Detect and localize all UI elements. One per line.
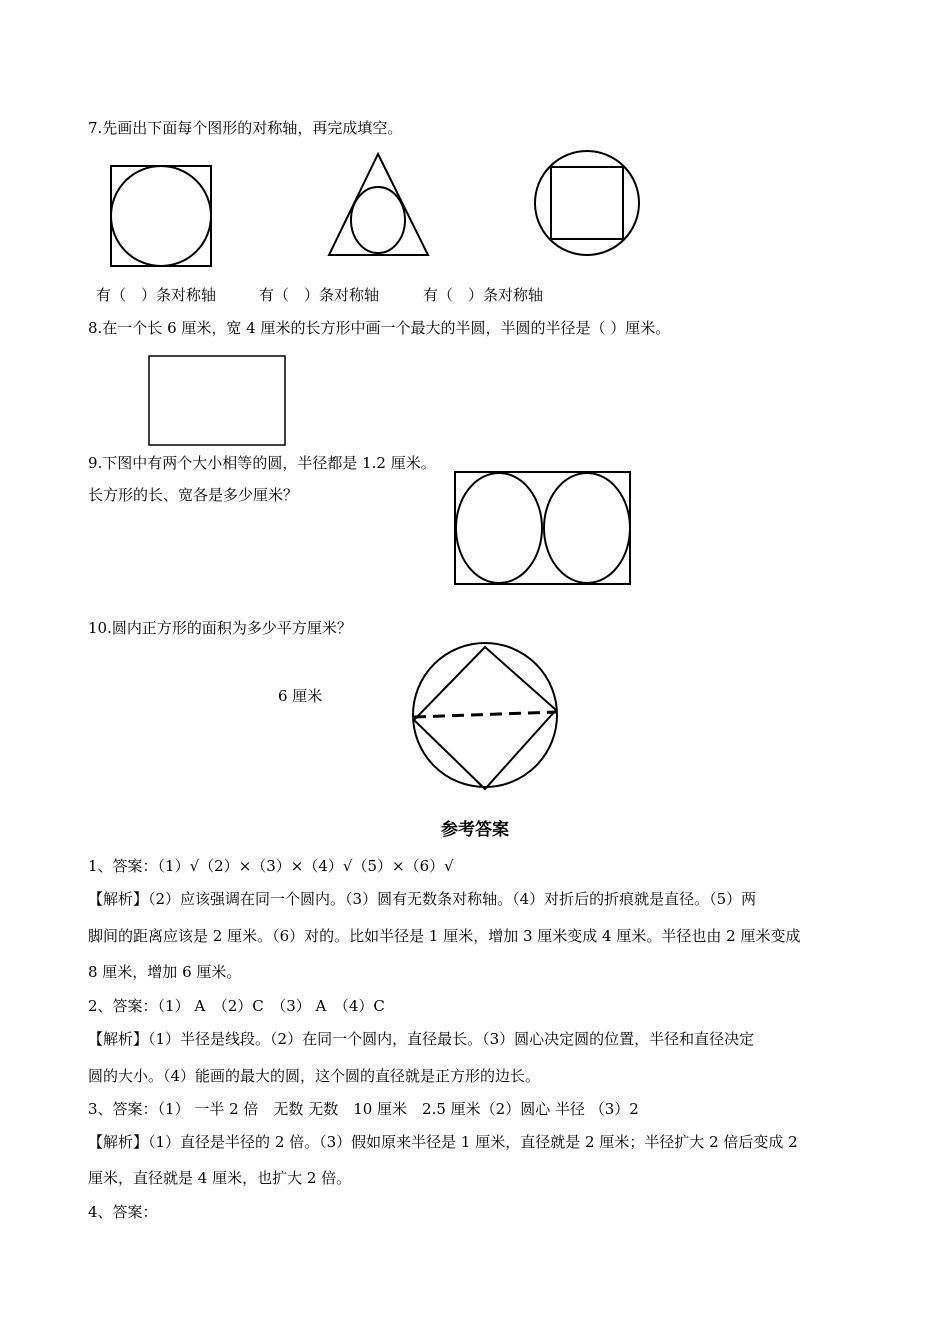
inner-square-shape [551, 167, 623, 239]
square-with-inscribed-circle-figure [100, 155, 230, 275]
question-10-text: 10.圆内正方形的面积为多少平方厘米？ [88, 619, 352, 637]
answer-3-explanation-line: 厘米，直径就是 4 厘米，也扩大 2 倍。 [88, 1169, 352, 1187]
answer-1: 1、答案：（1）√（2）×（3）×（4）√（5）×（6）√ [88, 857, 454, 875]
answer-1-explanation-line: 8 厘米，增加 6 厘米。 [88, 963, 242, 981]
rectangle-figure [145, 350, 295, 450]
answer-3-explanation-line: 【解析】（1）直径是半径的 2 倍。（3）假如原来半径是 1 厘米，直径就是 2 厘米；半径扩大 2 倍后变成 2 [88, 1133, 798, 1151]
dashed-diameter-line [414, 712, 556, 717]
answer-4: 4、答案： [88, 1203, 158, 1221]
answer-2-explanation-line: 【解析】（1）半径是线段。（2）在同一个圆内，直径最长。（3）圆心决定圆的位置，半径和直径决定 [88, 1030, 755, 1048]
inscribed-circle-shape [111, 166, 211, 266]
rectangle-two-circles-figure [450, 468, 640, 593]
diameter-label: 6 厘米 [278, 687, 323, 705]
triangle-with-ellipse-figure [320, 145, 440, 265]
question-9-line-2: 长方形的长、宽各是多少厘米？ [88, 486, 299, 504]
ellipse-shape [351, 187, 405, 253]
left-circle-shape [456, 473, 542, 583]
answers-title: 参考答案 [441, 820, 509, 840]
blank-2: 有（ ）条对称轴 [259, 286, 380, 304]
answer-3: 3、答案：（1） 一半 2 倍 无数 无数 10 厘米 2.5 厘米（2）圆心 半径 （3）2 [88, 1100, 639, 1118]
circle-with-diamond-figure [405, 640, 565, 800]
blank-3: 有（ ）条对称轴 [423, 286, 544, 304]
rectangle-shape [149, 356, 285, 445]
answer-2-explanation-line: 圆的大小。（4）能画的最大的圆，这个圆的直径就是正方形的边长。 [88, 1067, 541, 1085]
triangle-shape [329, 154, 428, 255]
blank-1: 有（ ）条对称轴 [96, 286, 217, 304]
answer-1-explanation-line: 脚间的距离应该是 2 厘米。（6）对的。比如半径是 1 厘米，增加 3 厘米变成 4 厘米。半径也由 2 厘米变成 [88, 927, 801, 945]
question-7-text: 7.先画出下面每个图形的对称轴，再完成填空。 [88, 119, 403, 137]
right-circle-shape [544, 473, 630, 583]
question-9-line-1: 9.下图中有两个大小相等的圆，半径都是 1.2 厘米。 [88, 454, 436, 472]
circle-with-square-figure [525, 145, 655, 265]
question-8-text: 8.在一个长 6 厘米，宽 4 厘米的长方形中画一个最大的半圆，半圆的半径是（ ）厘米。 [88, 319, 671, 337]
answer-2: 2、答案：（1） A （2）C （3） A （4）C [88, 997, 385, 1015]
answer-1-explanation-line: 【解析】（2）应该强调在同一个圆内。（3）圆有无数条对称轴。（4）对折后的折痕就是直径。（5）两 [88, 890, 757, 908]
